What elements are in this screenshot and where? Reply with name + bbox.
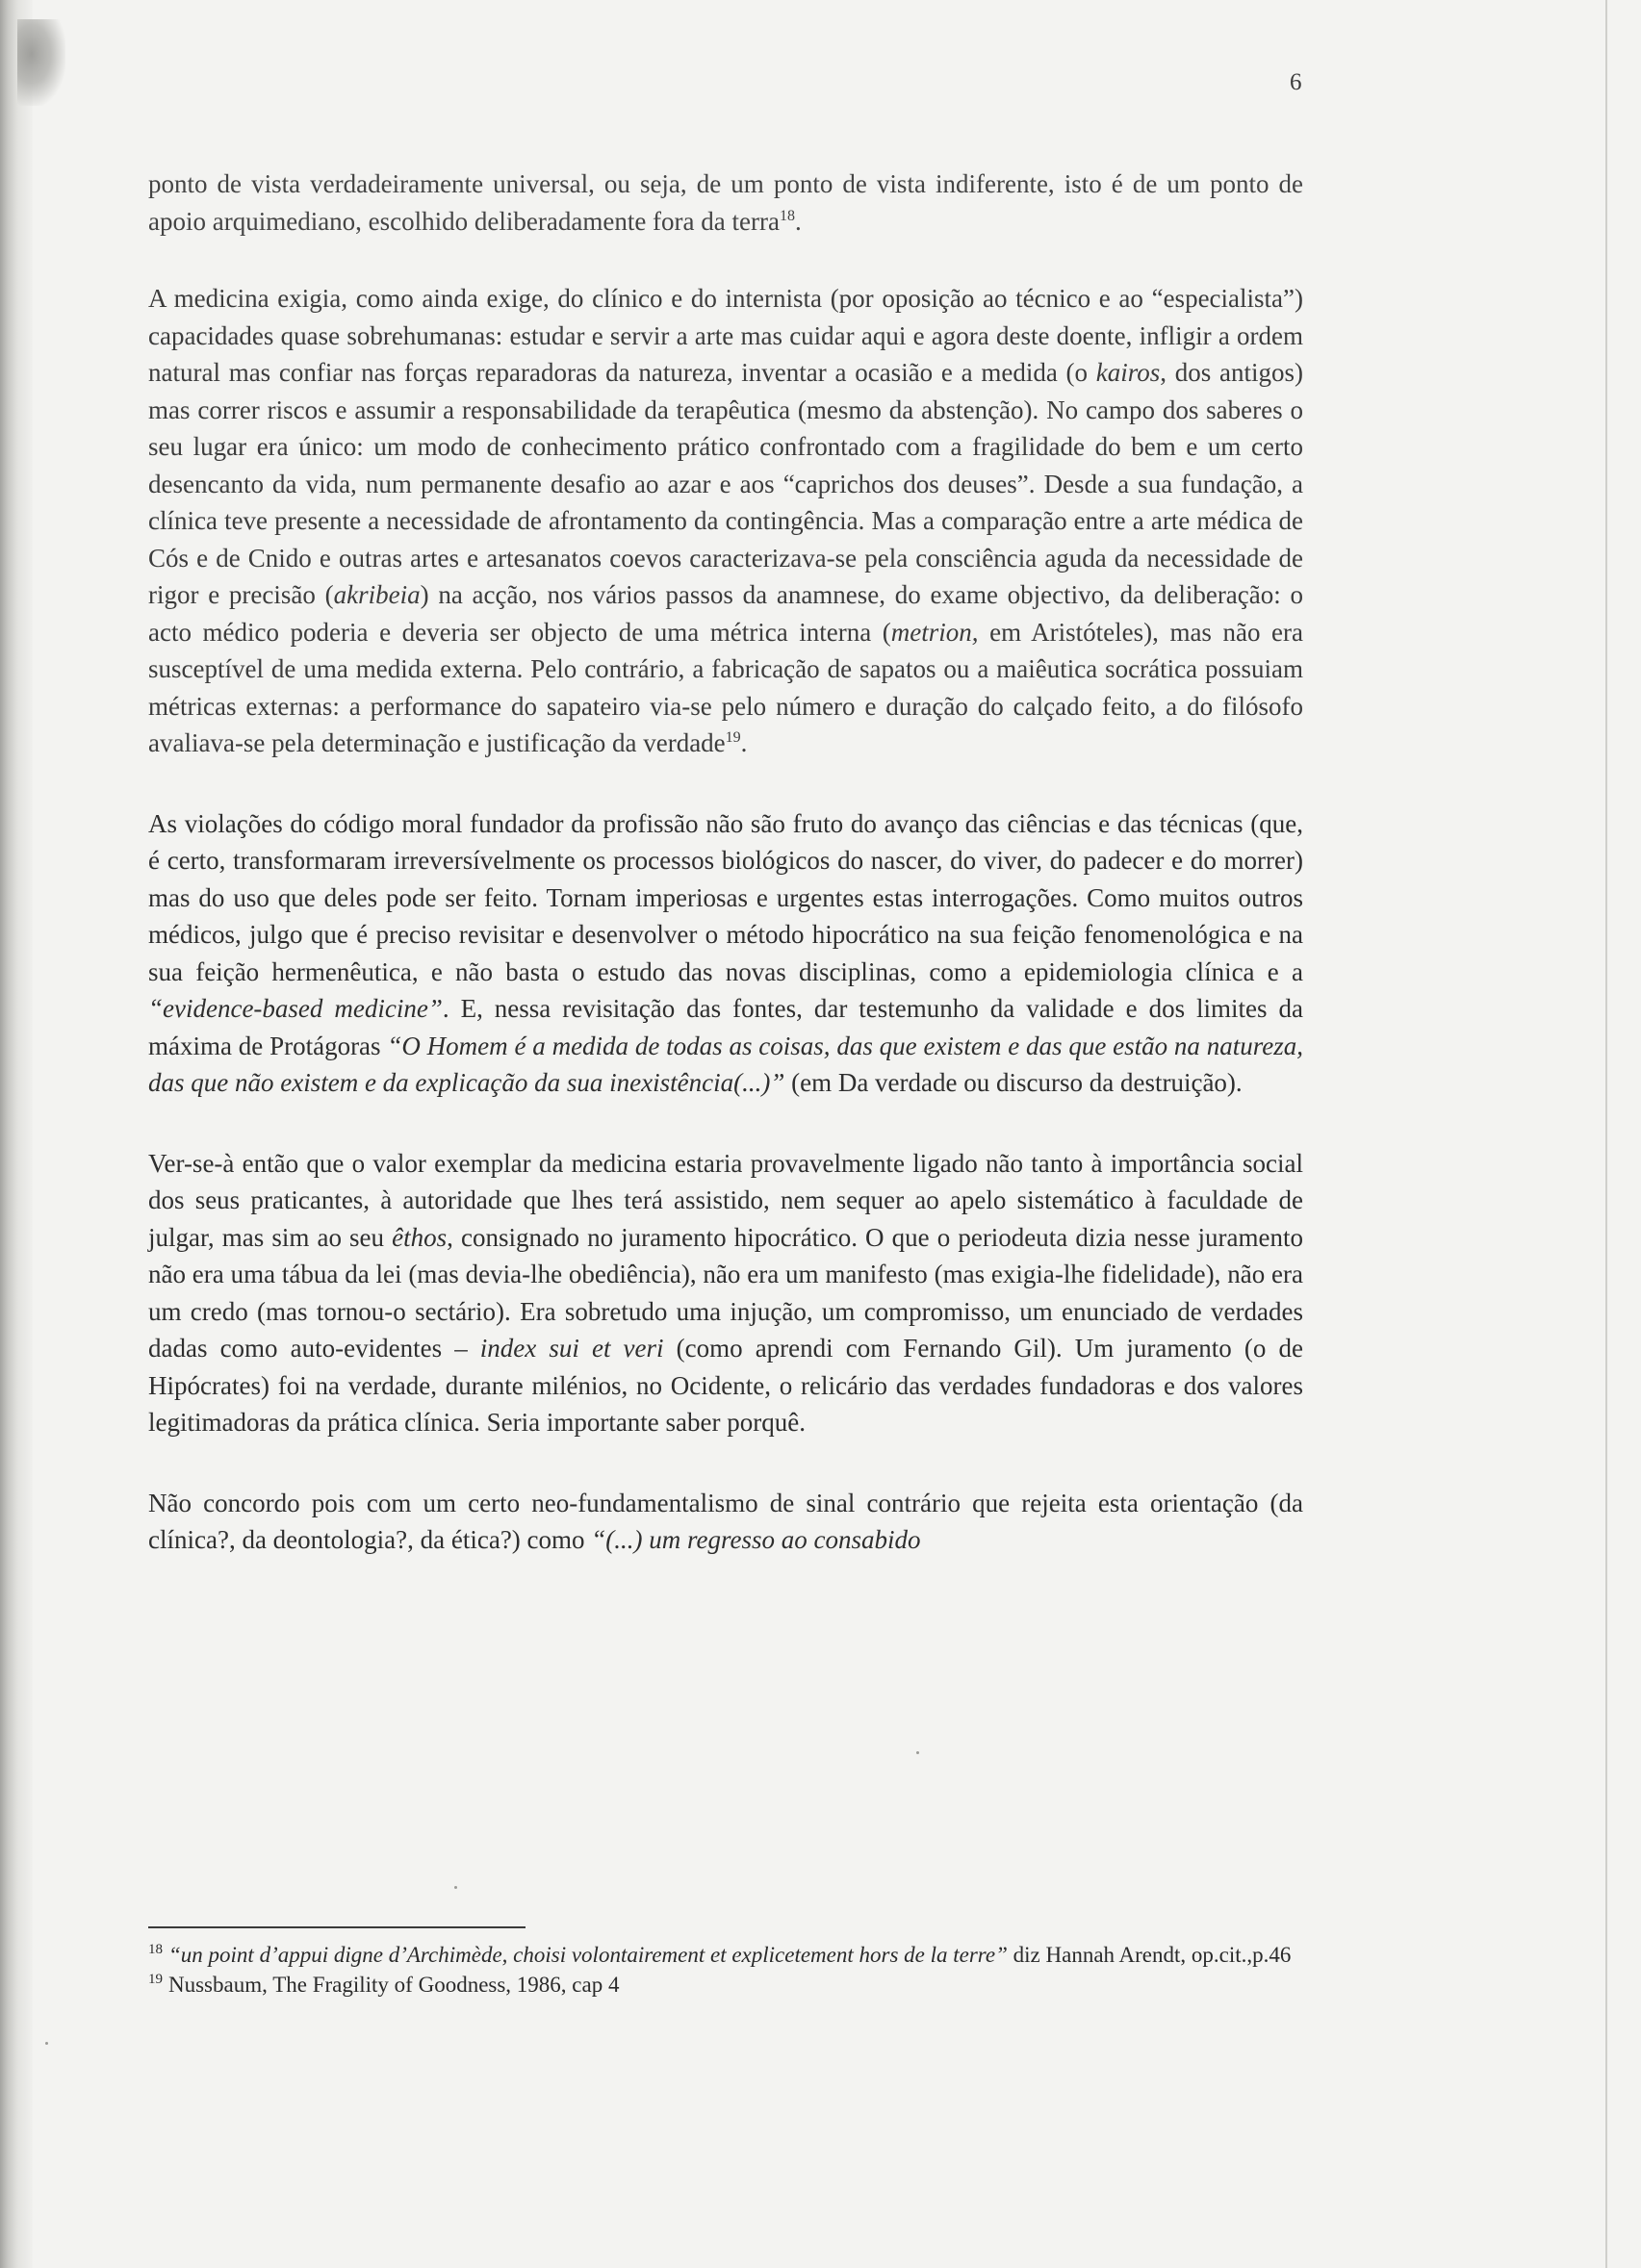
scan-speck	[45, 2042, 48, 2045]
term-kairos: kairos	[1095, 358, 1161, 387]
body-text	[148, 166, 1303, 1602]
paragraph-1: ponto de vista verdadeiramente universal, ou seja, de um ponto de vista indiferente, isto é de um ponto de apoio arquimediano, escolhido deliberadamente fora da terra$^{18}$.	[148, 169, 1303, 236]
term-index-sui-et-veri: index sui et veri	[479, 1334, 664, 1363]
scan-speck	[916, 1751, 919, 1754]
protagoras-quote: “O Homem é a medida de todas as coisas, das que existem e das que estão na natureza, das que não existem e da explicação da sua inexistência(...)”	[148, 1031, 1303, 1097]
paragraph-3: As violações do código moral fundador da profissão não são fruto do avanço das ciências e das técnicas (que, é certo, transformaram irreversívelmente os processos biológicos do nascer, do viver, do padecer e do morrer) mas do uso que deles pode ser feito. Tornam imperiosas e urgentes estas interrogações. Como muitos outros médicos, julgo que é preciso revisitar e desenvolver o método hipocrático na sua feição fenomenológica e na sua feição hermenêutica, e não basta o estudo das novas disciplinas, como a epidemiologia clínica e a “evidence-based medicine”. E, nessa revisitação das fontes, dar testemunho da validade e dos limites da máxima de Protágoras “O Homem é a medida de todas as coisas, das que existem e das que estão na natureza, das que não existem e da explicação da sua inexistência(...)” (em Da verdade ou discurso da destruição).	[148, 808, 1304, 1097]
footnote-ref-18[interactable]: 18	[779, 207, 795, 224]
paragraph-5: Não concordo pois com um certo neo-fundamentalismo de sinal contrário que rejeita esta orientação (da clínica?, da deontologia?, da ética?) como “(...) um regresso ao consabido	[148, 1488, 1303, 1554]
footnote-number: 18	[148, 1942, 163, 1958]
scan-smudge	[17, 19, 65, 106]
term-akribeia: akribeia	[333, 580, 421, 609]
footnotes	[148, 1940, 1303, 2000]
footnote-separator	[148, 1926, 526, 1928]
scan-edge-line	[1605, 0, 1607, 2268]
term-evidence-based-medicine: “evidence-based medicine”	[148, 994, 443, 1023]
footnote-ref-19[interactable]: 19	[725, 729, 741, 746]
term-metrion: metrion,	[890, 617, 979, 647]
term-ethos: êthos	[392, 1222, 448, 1252]
paragraph-2: A medicina exigia, como ainda exige, do clínico e do internista (por oposição ao técnico e ao “especialista”) capacidades quase sobrehumanas: estudar e servir a arte mas cuidar aqui e agora deste doente, infligir a ordem natural mas confiar nas forças reparadoras da natureza, inventar a ocasião e a medida (o kairos, dos antigos) mas correr riscos e assumir a responsabilidade da terapêutica (mesmo da abstenção). No campo dos saberes o seu lugar era único: um modo de conhecimento prático confrontado com a fragilidade do bem e um certo desencanto da vida, num permanente desafio ao azar e aos “caprichos dos deuses”. Desde a sua fundação, a clínica teve presente a necessidade de afrontamento da contingência. Mas a comparação entre a arte médica de Cós e de Cnido e outras artes e artesanatos coevos caracterizava-se pela consciência aguda da necessidade de rigor e precisão (akribeia) na acção, nos vários passos da anamnese, do exame objectivo, da deliberação: o acto médico poderia e deveria ser objecto de uma métrica interna (metrion, em Aristóteles), mas não era susceptível de uma medida externa. Pelo contrário, a fabricação de sapatos ou a maiêutica socrática possuiam métricas externas: a performance do sapateiro via-se pelo número e duração do calçado feito, a do filósofo avaliava-se pela determinação e justificação da verdade$^{19}$.	[148, 284, 1303, 757]
footnote-number: 19	[148, 1972, 163, 1988]
page-number: 6	[1290, 69, 1302, 95]
paragraph-4: Ver-se-à então que o valor exemplar da medicina estaria provavelmente ligado não tanto à importância social dos seus praticantes, à autoridade que lhes terá assistido, nem sequer ao apelo sistemático à faculdade de julgar, mas sim ao seu êthos, consignado no juramento hipocrático. O que o periodeuta dizia nesse juramento não era uma tábua da lei (mas devia-lhe obediência), não era um manifesto (mas exigia-lhe fidelidade), não era um credo (mas tornou-o sectário). Era sobretudo uma injução, um compromisso, um enunciado de verdades dadas como auto-evidentes – index sui et veri (como aprendi com Fernando Gil). Um juramento (o de Hipócrates) foi na verdade, durante milénios, no Ocidente, o relicário das verdades fundadoras e dos valores legitimadoras da prática clínica. Seria importante saber porquê.	[148, 1148, 1304, 1437]
arendt-quote: “un point d’appui digne d’Archimède, choisi volontairement et explicetement hors de la terre”	[168, 1943, 1008, 1967]
footnote-18: $^{18}$ “un point d’appui digne d’Archimède, choisi volontairement et explicetement hors de la terre” diz Hannah Arendt, op.cit.,p.46	[148, 1942, 1292, 1967]
footnote-19: $^{19}$ Nussbaum, The Fragility of Goodness, 1986, cap 4	[148, 1972, 620, 1997]
scan-binding-shadow	[0, 0, 33, 2268]
scan-speck	[454, 1886, 457, 1889]
consabido-quote: “(...) um regresso ao consabido	[591, 1525, 921, 1554]
